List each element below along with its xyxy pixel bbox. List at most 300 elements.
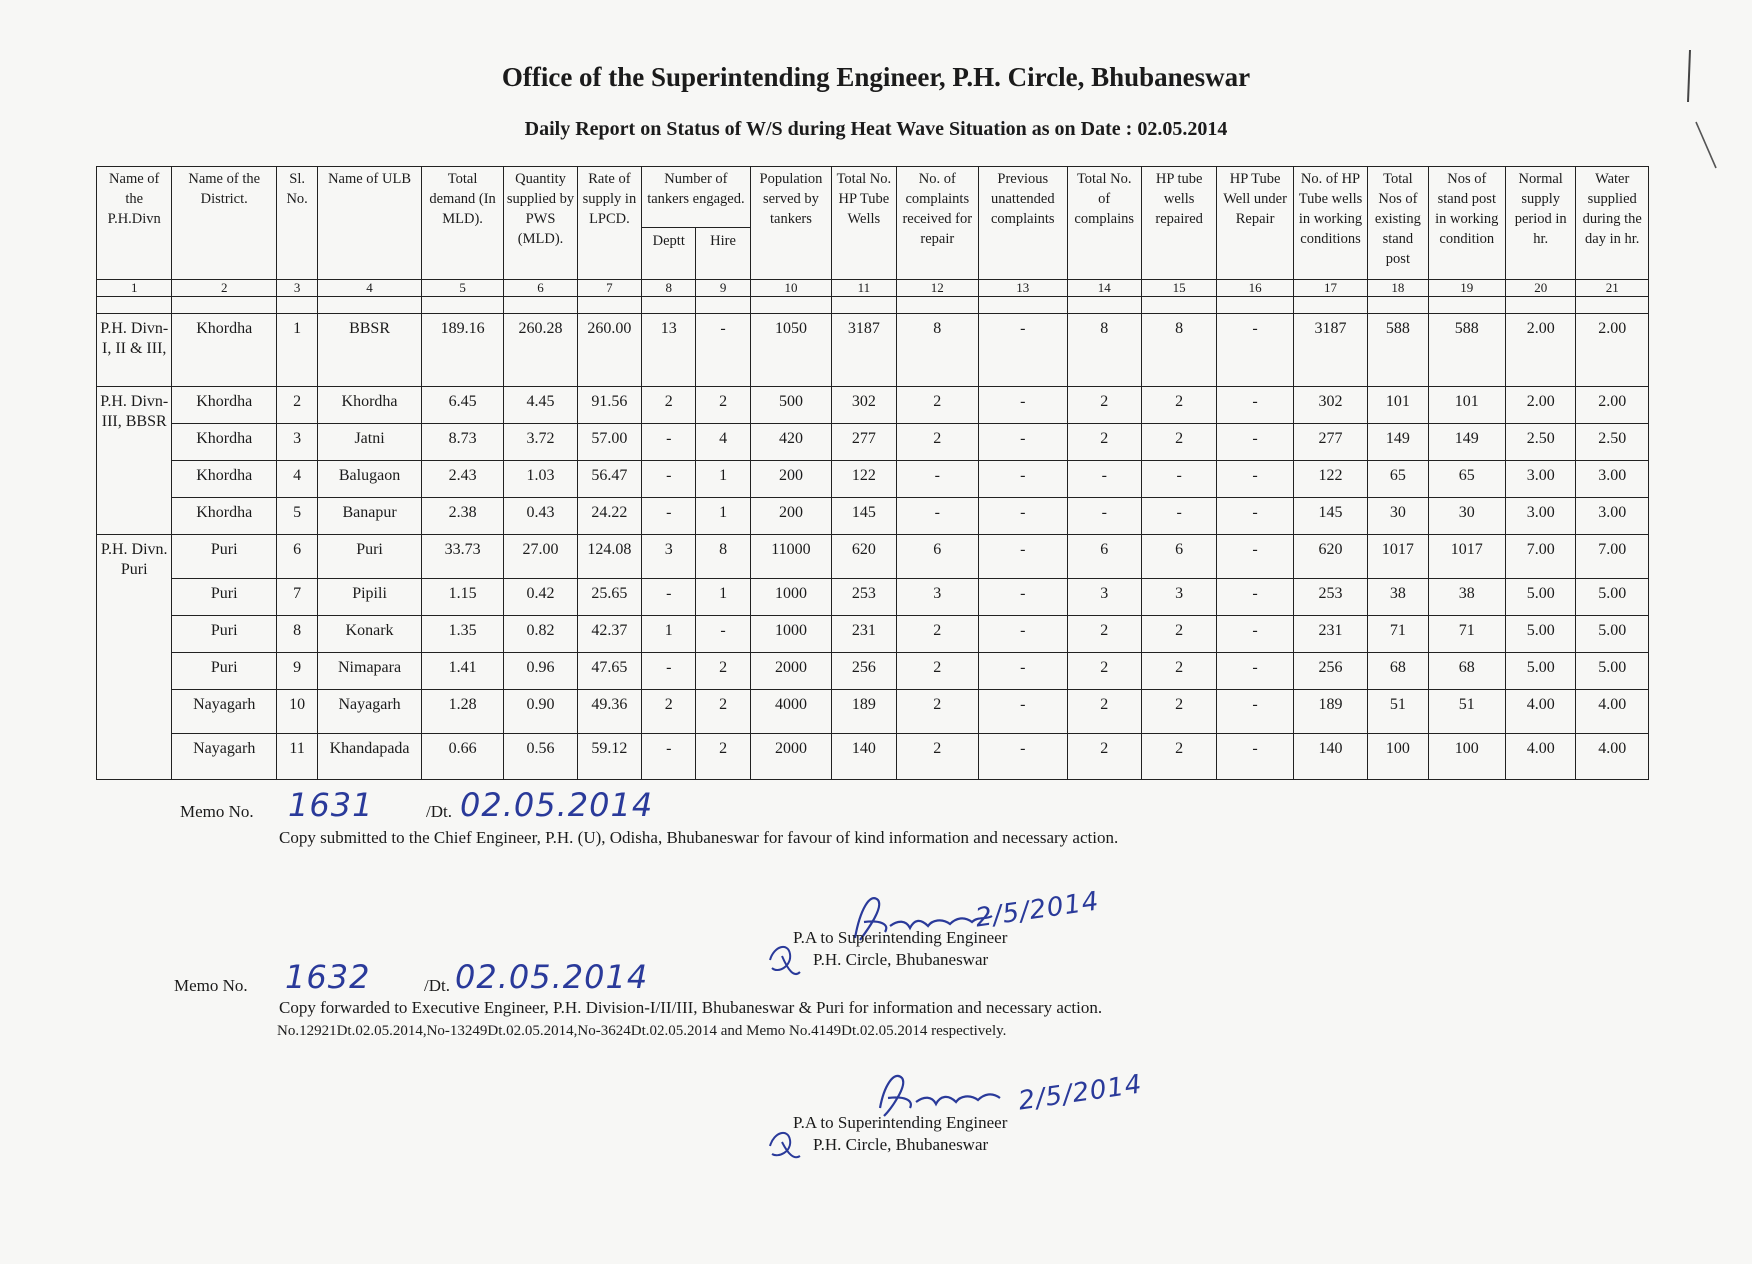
table-cell: 2: [1141, 690, 1216, 734]
table-cell: 1: [696, 579, 750, 616]
column-number: 17: [1293, 280, 1367, 297]
table-cell: 0.66: [421, 734, 503, 780]
column-number: 20: [1506, 280, 1576, 297]
table-cell: 2: [696, 734, 750, 780]
column-number: 3: [277, 280, 318, 297]
table-cell: 149: [1428, 424, 1505, 461]
header-population-served: Population served by tankers: [750, 167, 831, 280]
table-cell: 231: [1293, 616, 1367, 653]
table-cell: -: [1141, 498, 1216, 535]
spacer-cell: [1428, 297, 1505, 314]
header-stand-post-existing: Total Nos of existing stand post: [1368, 167, 1428, 280]
spacer-cell: [1141, 297, 1216, 314]
table-cell: 420: [750, 424, 831, 461]
spacer-row: [97, 297, 1649, 314]
scan-edge-mark: [1680, 40, 1752, 180]
table-cell: -: [642, 461, 696, 498]
table-cell: -: [1141, 461, 1216, 498]
table-cell: -: [1217, 579, 1293, 616]
header-previous-unattended: Previous unattended complaints: [979, 167, 1068, 280]
table-cell: -: [1217, 535, 1293, 579]
table-cell: -: [642, 734, 696, 780]
table-cell: 8: [1141, 314, 1216, 387]
spacer-cell: [1368, 297, 1428, 314]
table-cell: -: [979, 387, 1068, 424]
table-cell: -: [1217, 387, 1293, 424]
table-cell: 3.00: [1576, 498, 1649, 535]
table-cell: -: [1217, 653, 1293, 690]
table-cell: 2.43: [421, 461, 503, 498]
header-ulb: Name of ULB: [318, 167, 422, 280]
spacer-cell: [832, 297, 896, 314]
column-number: 9: [696, 280, 750, 297]
table-cell: 5.00: [1576, 653, 1649, 690]
table-cell: -: [696, 616, 750, 653]
table-cell: Khordha: [172, 461, 277, 498]
table-cell: 1.15: [421, 579, 503, 616]
table-cell: 2: [696, 387, 750, 424]
table-cell: 2: [1141, 387, 1216, 424]
table-cell: -: [896, 461, 978, 498]
header-rate-of-supply: Rate of supply in LPCD.: [577, 167, 641, 280]
table-cell: -: [979, 734, 1068, 780]
table-cell: -: [642, 424, 696, 461]
column-number: 4: [318, 280, 422, 297]
table-cell: 4.00: [1576, 690, 1649, 734]
table-cell: 5.00: [1506, 616, 1576, 653]
table-cell: 0.43: [504, 498, 577, 535]
table-cell: Puri: [172, 579, 277, 616]
column-number: 2: [172, 280, 277, 297]
table-cell: 2.38: [421, 498, 503, 535]
table-cell: 4.00: [1506, 734, 1576, 780]
table-cell: 2: [277, 387, 318, 424]
table-cell: 1: [277, 314, 318, 387]
table-body: [97, 314, 1649, 780]
table-cell: 2: [1067, 690, 1141, 734]
column-number: 21: [1576, 280, 1649, 297]
table-cell: 277: [832, 424, 896, 461]
table-cell: 6: [896, 535, 978, 579]
table-cell: 4: [696, 424, 750, 461]
table-cell: 1: [696, 498, 750, 535]
table-cell: 100: [1368, 734, 1428, 780]
table-cell: 0.82: [504, 616, 577, 653]
table-cell: 2.50: [1576, 424, 1649, 461]
table-cell: 24.22: [577, 498, 641, 535]
table-cell: -: [696, 314, 750, 387]
table-cell: -: [979, 498, 1068, 535]
table-cell: 68: [1368, 653, 1428, 690]
spacer-cell: [979, 297, 1068, 314]
column-number: 13: [979, 280, 1068, 297]
table-cell: 2: [1067, 616, 1141, 653]
table-cell: 2: [1141, 616, 1216, 653]
table-cell: 2: [896, 616, 978, 653]
table-cell: 2: [896, 734, 978, 780]
table-cell: 101: [1368, 387, 1428, 424]
table-cell: Nimapara: [318, 653, 422, 690]
table-row: [97, 653, 1649, 690]
header-wells-repaired: HP tube wells repaired: [1141, 167, 1216, 280]
memo2-signatory: [793, 1112, 1007, 1156]
table-cell: 5.00: [1576, 579, 1649, 616]
table-cell: 2: [1141, 734, 1216, 780]
table-cell: 620: [1293, 535, 1367, 579]
table-cell: Jatni: [318, 424, 422, 461]
table-cell: 0.56: [504, 734, 577, 780]
memo1-text: Copy submitted to the Chief Engineer, P.H. (U), Odisha, Bhubaneswar for favour of kind information and necessary action.: [279, 828, 1119, 847]
spacer-cell: [1293, 297, 1367, 314]
header-water-supplied: Water supplied during the day in hr.: [1576, 167, 1649, 280]
table-cell: Puri: [172, 653, 277, 690]
table-cell: 2: [896, 387, 978, 424]
table-cell: 231: [832, 616, 896, 653]
spacer-cell: [318, 297, 422, 314]
spacer-cell: [1506, 297, 1576, 314]
table-cell: 25.65: [577, 579, 641, 616]
table-cell: 1017: [1428, 535, 1505, 579]
table-cell: 1: [696, 461, 750, 498]
table-cell: 8: [277, 616, 318, 653]
column-number: 16: [1217, 280, 1293, 297]
table-cell: 1.41: [421, 653, 503, 690]
table-cell: 122: [832, 461, 896, 498]
table-row: [97, 535, 1649, 579]
table-cell: 124.08: [577, 535, 641, 579]
table-cell: 30: [1368, 498, 1428, 535]
table-cell: 2.00: [1506, 387, 1576, 424]
table-cell: Khandapada: [318, 734, 422, 780]
table-cell: 253: [832, 579, 896, 616]
table-cell: 2: [896, 424, 978, 461]
header-total-demand: Total demand (In MLD).: [421, 167, 503, 280]
table-cell: 1000: [750, 579, 831, 616]
table-cell: -: [1217, 461, 1293, 498]
table-cell: 2: [696, 690, 750, 734]
division-cell: P.H. Divn-III, BBSR: [97, 387, 172, 535]
table-cell: 149: [1368, 424, 1428, 461]
table-cell: 2: [896, 690, 978, 734]
memo2-text-line1: Copy forwarded to Executive Engineer, P.H. Division-I/II/III, Bhubaneswar & Puri for information and necessary action.: [279, 998, 1103, 1017]
table-cell: 253: [1293, 579, 1367, 616]
table-cell: 59.12: [577, 734, 641, 780]
table-cell: 260.00: [577, 314, 641, 387]
table-cell: -: [1217, 616, 1293, 653]
header-hp-tube-wells: Total No. HP Tube Wells: [832, 167, 896, 280]
table-cell: 10: [277, 690, 318, 734]
table-cell: 3187: [832, 314, 896, 387]
table-cell: -: [979, 616, 1068, 653]
table-cell: -: [1217, 734, 1293, 780]
header-well-under-repair: HP Tube Well under Repair: [1217, 167, 1293, 280]
table-cell: 3: [1067, 579, 1141, 616]
status-table: [96, 166, 1649, 780]
table-cell: 1.03: [504, 461, 577, 498]
header-stand-post-working: Nos of stand post in working condition: [1428, 167, 1505, 280]
table-cell: Khordha: [172, 387, 277, 424]
spacer-cell: [1576, 297, 1649, 314]
table-cell: 8: [896, 314, 978, 387]
table-cell: 2000: [750, 653, 831, 690]
table-cell: 1.35: [421, 616, 503, 653]
table-cell: Nayagarh: [318, 690, 422, 734]
table-cell: Banapur: [318, 498, 422, 535]
table-cell: 6.45: [421, 387, 503, 424]
table-cell: 4.45: [504, 387, 577, 424]
table-cell: 11: [277, 734, 318, 780]
document-title: Office of the Superintending Engineer, P.H. Circle, Bhubaneswar: [501, 62, 1251, 92]
table-cell: 4.00: [1506, 690, 1576, 734]
table-cell: -: [979, 535, 1068, 579]
table-cell: 65: [1368, 461, 1428, 498]
header-complaints-received: No. of complaints received for repair: [896, 167, 978, 280]
division-cell: P.H. Divn-I, II & III,: [97, 314, 172, 387]
table-cell: Balugaon: [318, 461, 422, 498]
table-cell: -: [979, 314, 1068, 387]
table-cell: Puri: [318, 535, 422, 579]
table-cell: 30: [1428, 498, 1505, 535]
table-cell: 5.00: [1506, 653, 1576, 690]
table-cell: 8: [696, 535, 750, 579]
header-total-complains: Total No. of complains: [1067, 167, 1141, 280]
table-cell: 2: [1141, 424, 1216, 461]
memo1-label: Memo No.: [180, 802, 254, 821]
table-cell: Khordha: [172, 424, 277, 461]
memo2-date: 02.05.2014: [455, 958, 649, 996]
table-cell: 2: [696, 653, 750, 690]
table-cell: 65: [1428, 461, 1505, 498]
table-row: [97, 498, 1649, 535]
table-cell: 7: [277, 579, 318, 616]
spacer-cell: [696, 297, 750, 314]
table-cell: 71: [1428, 616, 1505, 653]
memo1-signatory: [793, 927, 1007, 971]
table-cell: 3.00: [1576, 461, 1649, 498]
table-cell: Konark: [318, 616, 422, 653]
table-cell: 2: [1067, 653, 1141, 690]
table-cell: 3: [1141, 579, 1216, 616]
memo2-label: Memo No.: [174, 976, 248, 995]
table-cell: -: [1067, 461, 1141, 498]
table-cell: 33.73: [421, 535, 503, 579]
table-cell: 140: [1293, 734, 1367, 780]
table-cell: -: [979, 690, 1068, 734]
table-cell: Khordha: [172, 498, 277, 535]
spacer-cell: [642, 297, 696, 314]
table-cell: 8.73: [421, 424, 503, 461]
table-row: [97, 424, 1649, 461]
table-cell: 8: [1067, 314, 1141, 387]
table-cell: 71: [1368, 616, 1428, 653]
table-cell: Nayagarh: [172, 690, 277, 734]
table-cell: 47.65: [577, 653, 641, 690]
table-row: [97, 579, 1649, 616]
table-cell: 57.00: [577, 424, 641, 461]
table-cell: -: [1067, 498, 1141, 535]
table-row: [97, 387, 1649, 424]
table-cell: 256: [832, 653, 896, 690]
table-cell: 260.28: [504, 314, 577, 387]
table-row: [97, 616, 1649, 653]
spacer-cell: [1217, 297, 1293, 314]
spacer-cell: [421, 297, 503, 314]
table-cell: BBSR: [318, 314, 422, 387]
table-cell: 2.00: [1576, 314, 1649, 387]
table-cell: -: [979, 579, 1068, 616]
header-ph-divn: Name of the P.H.Divn: [97, 167, 172, 280]
table-cell: 2: [1141, 653, 1216, 690]
table-cell: 4.00: [1576, 734, 1649, 780]
column-number: 7: [577, 280, 641, 297]
table-cell: 2: [642, 387, 696, 424]
memo1-signature-date: 2/5/2014: [973, 886, 1102, 934]
memo1-signatory-office: P.H. Circle, Bhubaneswar: [813, 950, 989, 969]
column-number: 12: [896, 280, 978, 297]
table-cell: 42.37: [577, 616, 641, 653]
table-cell: 302: [1293, 387, 1367, 424]
division-cell: P.H. Divn. Puri: [97, 535, 172, 780]
table-cell: 2000: [750, 734, 831, 780]
table-cell: 2: [1067, 734, 1141, 780]
table-cell: 302: [832, 387, 896, 424]
table-cell: -: [979, 424, 1068, 461]
table-cell: Puri: [172, 616, 277, 653]
table-cell: 256: [1293, 653, 1367, 690]
table-cell: 0.42: [504, 579, 577, 616]
memo2-dt-label: /Dt.: [424, 976, 450, 995]
spacer-cell: [172, 297, 277, 314]
table-cell: 101: [1428, 387, 1505, 424]
spacer-cell: [1067, 297, 1141, 314]
table-cell: -: [1217, 314, 1293, 387]
table-cell: 100: [1428, 734, 1505, 780]
table-cell: 3: [642, 535, 696, 579]
document-subtitle: Daily Report on Status of W/S during Heat Wave Situation as on Date : 02.05.2014: [524, 118, 1228, 140]
table-cell: 2: [642, 690, 696, 734]
table-cell: 6: [1141, 535, 1216, 579]
header-quantity-supplied: Quantity supplied by PWS (MLD).: [504, 167, 577, 280]
table-row: [97, 690, 1649, 734]
table-row: [97, 461, 1649, 498]
column-number: 19: [1428, 280, 1505, 297]
column-number: 18: [1368, 280, 1428, 297]
table-row: [97, 734, 1649, 780]
table-cell: 3.00: [1506, 461, 1576, 498]
header-normal-supply: Normal supply period in hr.: [1506, 167, 1576, 280]
memo1-dt-label: /Dt.: [426, 802, 452, 821]
table-cell: 122: [1293, 461, 1367, 498]
table-cell: 0.96: [504, 653, 577, 690]
memo1-number: 1631: [288, 786, 374, 824]
column-number: 15: [1141, 280, 1216, 297]
table-cell: 1.28: [421, 690, 503, 734]
table-cell: 145: [1293, 498, 1367, 535]
table-cell: 189: [832, 690, 896, 734]
table-cell: 49.36: [577, 690, 641, 734]
column-number-row: [97, 280, 1649, 297]
memo1-signatory-title: P.A to Superintending Engineer: [793, 928, 1008, 947]
table-cell: 5.00: [1576, 616, 1649, 653]
spacer-cell: [577, 297, 641, 314]
table-cell: 277: [1293, 424, 1367, 461]
table-cell: 7.00: [1576, 535, 1649, 579]
table-cell: 588: [1368, 314, 1428, 387]
table-cell: 6: [1067, 535, 1141, 579]
column-number: 1: [97, 280, 172, 297]
table-cell: 1050: [750, 314, 831, 387]
table-cell: 11000: [750, 535, 831, 579]
memo2-signatory-office: P.H. Circle, Bhubaneswar: [813, 1135, 989, 1154]
table-cell: Khordha: [318, 387, 422, 424]
table-cell: -: [979, 653, 1068, 690]
table-cell: 2.00: [1576, 387, 1649, 424]
table-cell: 38: [1428, 579, 1505, 616]
table-cell: 27.00: [504, 535, 577, 579]
memo2-signature-date: 2/5/2014: [1016, 1069, 1145, 1117]
table-cell: 1017: [1368, 535, 1428, 579]
table-cell: -: [642, 498, 696, 535]
table-cell: 2: [896, 653, 978, 690]
table-cell: 2.50: [1506, 424, 1576, 461]
column-number: 8: [642, 280, 696, 297]
header-wells-working: No. of HP Tube wells in working conditions: [1293, 167, 1367, 280]
spacer-cell: [97, 297, 172, 314]
header-sl-no: Sl. No.: [277, 167, 318, 280]
table-cell: 3187: [1293, 314, 1367, 387]
table-cell: 2.00: [1506, 314, 1576, 387]
table-cell: 3.72: [504, 424, 577, 461]
column-number: 6: [504, 280, 577, 297]
memo2-number: 1632: [285, 958, 371, 996]
header-hire: Hire: [696, 228, 750, 280]
table-cell: 3: [277, 424, 318, 461]
header-deptt: Deptt: [642, 228, 696, 280]
header-tankers: Number of tankers engaged.: [642, 167, 751, 228]
table-cell: -: [642, 653, 696, 690]
table-cell: 91.56: [577, 387, 641, 424]
header-district: Name of the District.: [172, 167, 277, 280]
table-cell: 56.47: [577, 461, 641, 498]
table-cell: 1000: [750, 616, 831, 653]
table-cell: 5.00: [1506, 579, 1576, 616]
memo2-text-line2: No.12921Dt.02.05.2014,No-13249Dt.02.05.2014,No-3624Dt.02.05.2014 and Memo No.4149Dt.02.05.2014 respectively.: [277, 1023, 1007, 1039]
table-cell: 4: [277, 461, 318, 498]
table-cell: 2: [1067, 387, 1141, 424]
table-cell: 0.90: [504, 690, 577, 734]
table-cell: 38: [1368, 579, 1428, 616]
table-cell: 620: [832, 535, 896, 579]
table-cell: Nayagarh: [172, 734, 277, 780]
table-cell: 3.00: [1506, 498, 1576, 535]
table-cell: -: [979, 461, 1068, 498]
spacer-cell: [750, 297, 831, 314]
table-cell: 189: [1293, 690, 1367, 734]
table-cell: 140: [832, 734, 896, 780]
table-cell: -: [642, 579, 696, 616]
table-cell: Pipili: [318, 579, 422, 616]
column-number: 10: [750, 280, 831, 297]
table-cell: 9: [277, 653, 318, 690]
spacer-cell: [504, 297, 577, 314]
spacer-cell: [896, 297, 978, 314]
table-cell: 145: [832, 498, 896, 535]
table-cell: -: [1217, 498, 1293, 535]
table-cell: 13: [642, 314, 696, 387]
table-cell: 500: [750, 387, 831, 424]
table-cell: Puri: [172, 535, 277, 579]
table-cell: 51: [1368, 690, 1428, 734]
